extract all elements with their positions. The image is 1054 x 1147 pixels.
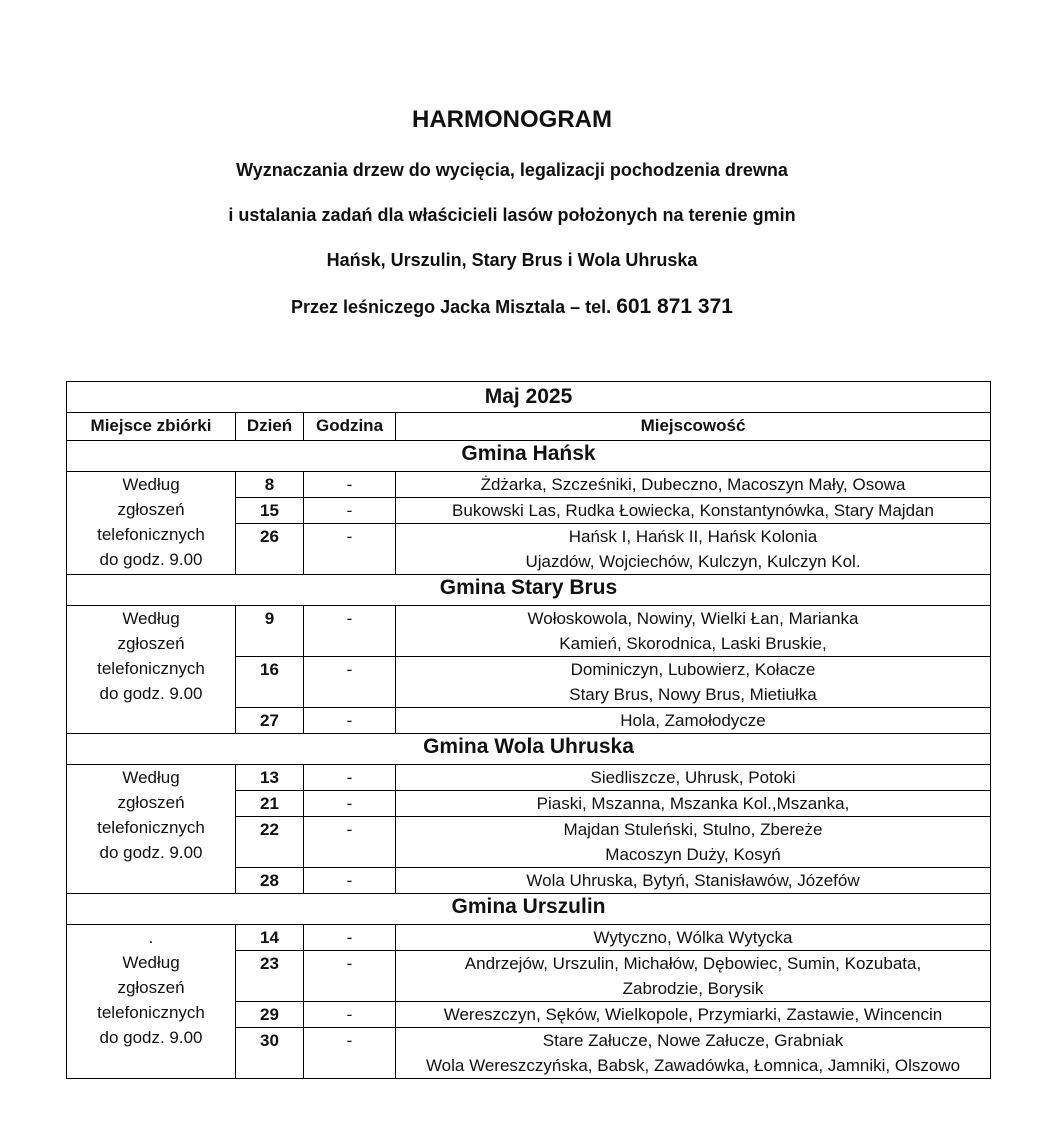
place-cell — [396, 951, 991, 1002]
hour-cell: - — [304, 657, 396, 708]
hour-cell: - — [304, 708, 396, 734]
day-cell: 16 — [236, 657, 304, 708]
place-line: Wytyczno, Wólka Wytycka — [593, 928, 793, 947]
gmina-header-row — [67, 734, 991, 765]
subtitle-line-3: Hańsk, Urszulin, Stary Brus i Wola Uhruska — [326, 250, 698, 270]
hour-cell: - — [304, 951, 396, 1002]
col-hour: Godzina — [304, 413, 396, 441]
hour-cell: - — [304, 925, 396, 951]
meeting-place-cell — [67, 765, 236, 894]
contact-line — [0, 295, 1024, 319]
place-line: Bukowski Las, Rudka Łowiecka, Konstantynówka, Stary Majdan — [452, 501, 934, 520]
hour-cell: - — [304, 524, 396, 575]
gmina-name: Gmina Hańsk — [67, 441, 991, 472]
place-line: Zabrodzie, Borysik — [622, 979, 764, 998]
hour-cell: - — [304, 1028, 396, 1079]
gmina-header-row — [67, 575, 991, 606]
place-line: Stary Brus, Nowy Brus, Mietiułka — [569, 685, 817, 704]
meeting-place-cell — [67, 606, 236, 734]
day-cell: 15 — [236, 498, 304, 524]
place-cell — [396, 524, 991, 575]
meeting-place-cell — [67, 472, 236, 575]
hour-cell: - — [304, 765, 396, 791]
place-line: Żdżarka, Szcześniki, Dubeczno, Macoszyn Mały, Osowa — [480, 475, 906, 494]
gmina-name: Gmina Stary Brus — [67, 575, 991, 606]
col-place: Miejscowość — [396, 413, 991, 441]
place-cell — [396, 657, 991, 708]
place-line: Wereszczyn, Sęków, Wielkopole, Przymiarki, Zastawie, Wincencin — [443, 1005, 943, 1024]
table-row — [67, 765, 991, 791]
place-line: Piaski, Mszanna, Mszanka Kol.,Mszanka, — [536, 794, 850, 813]
meeting-text-line: telefonicznych — [97, 1003, 205, 1022]
meeting-text-line: telefonicznych — [97, 659, 205, 678]
meeting-text-line: Według — [122, 953, 180, 972]
day-cell: 29 — [236, 1002, 304, 1028]
month-header: Maj 2025 — [67, 382, 991, 413]
meeting-place-cell — [67, 925, 236, 1079]
day-cell: 30 — [236, 1028, 304, 1079]
place-cell — [396, 925, 991, 951]
meeting-text-line: do godz. 9.00 — [99, 843, 203, 862]
meeting-text-line: zgłoszeń — [117, 978, 185, 997]
day-cell: 21 — [236, 791, 304, 817]
place-cell — [396, 1002, 991, 1028]
column-headers — [67, 413, 991, 441]
hour-cell: - — [304, 817, 396, 868]
place-line: Stare Załucze, Nowe Załucze, Grabniak — [542, 1031, 844, 1050]
meeting-text-line: telefonicznych — [97, 818, 205, 837]
meeting-text-line: zgłoszeń — [117, 793, 185, 812]
place-cell — [396, 791, 991, 817]
place-cell — [396, 868, 991, 894]
meeting-text-line: telefonicznych — [97, 525, 205, 544]
col-meeting-place: Miejsce zbiórki — [67, 413, 236, 441]
document-title: HARMONOGRAM — [412, 106, 612, 133]
gmina-header-row — [67, 894, 991, 925]
day-cell: 8 — [236, 472, 304, 498]
place-line: Ujazdów, Wojciechów, Kulczyn, Kulczyn Kol. — [525, 552, 861, 571]
meeting-text-line: Według — [122, 475, 180, 494]
table-row — [67, 606, 991, 657]
hour-cell: - — [304, 498, 396, 524]
phone-number: 601 871 371 — [616, 295, 733, 318]
meeting-text-line: do godz. 9.00 — [99, 1028, 203, 1047]
place-line: Dominiczyn, Lubowierz, Kołacze — [570, 660, 816, 679]
place-cell — [396, 472, 991, 498]
day-cell: 14 — [236, 925, 304, 951]
meeting-text-line: do godz. 9.00 — [99, 684, 203, 703]
place-cell — [396, 606, 991, 657]
gmina-header-row — [67, 441, 991, 472]
place-line: Hańsk I, Hańsk II, Hańsk Kolonia — [568, 527, 818, 546]
place-cell — [396, 765, 991, 791]
place-line: Kamień, Skorodnica, Laski Bruskie, — [559, 634, 827, 653]
hour-cell: - — [304, 868, 396, 894]
subtitle-line-2: i ustalania zadań dla właścicieli lasów położonych na terenie gmin — [228, 205, 796, 225]
place-line: Andrzejów, Urszulin, Michałów, Dębowiec, Sumin, Kozubata, — [464, 954, 922, 973]
day-cell: 28 — [236, 868, 304, 894]
table-row — [67, 925, 991, 951]
meeting-dot: . — [148, 928, 154, 947]
meeting-text-line: do godz. 9.00 — [99, 550, 203, 569]
place-line: Wołoskowola, Nowiny, Wielki Łan, Marianka — [527, 609, 859, 628]
hour-cell: - — [304, 1002, 396, 1028]
meeting-text-line: Według — [122, 768, 180, 787]
day-cell: 22 — [236, 817, 304, 868]
day-cell: 23 — [236, 951, 304, 1002]
place-cell — [396, 1028, 991, 1079]
table-row — [67, 472, 991, 498]
day-cell: 27 — [236, 708, 304, 734]
hour-cell: - — [304, 606, 396, 657]
meeting-text-line: zgłoszeń — [117, 500, 185, 519]
place-line: Wola Wereszczyńska, Babsk, Zawadówka, Łomnica, Jamniki, Olszowo — [425, 1056, 961, 1075]
place-line: Wola Uhruska, Bytyń, Stanisławów, Józefów — [526, 871, 860, 890]
gmina-name: Gmina Urszulin — [67, 894, 991, 925]
place-line: Siedliszcze, Uhrusk, Potoki — [590, 768, 796, 787]
hour-cell: - — [304, 472, 396, 498]
place-cell — [396, 498, 991, 524]
contact-prefix: Przez leśniczego Jacka Misztala – tel. — [291, 297, 612, 317]
meeting-text-line: Według — [122, 609, 180, 628]
place-cell — [396, 817, 991, 868]
meeting-text-line: zgłoszeń — [117, 634, 185, 653]
place-line: Hola, Zamołodycze — [620, 711, 766, 730]
day-cell: 9 — [236, 606, 304, 657]
day-cell: 26 — [236, 524, 304, 575]
day-cell: 13 — [236, 765, 304, 791]
schedule-table — [66, 381, 991, 1079]
place-cell — [396, 708, 991, 734]
col-day: Dzień — [236, 413, 304, 441]
gmina-name: Gmina Wola Uhruska — [67, 734, 991, 765]
place-line: Macoszyn Duży, Kosyń — [605, 845, 781, 864]
hour-cell: - — [304, 791, 396, 817]
place-line: Majdan Stuleński, Stulno, Zbereże — [563, 820, 823, 839]
subtitle-line-1: Wyznaczania drzew do wycięcia, legalizacji pochodzenia drewna — [236, 160, 788, 180]
